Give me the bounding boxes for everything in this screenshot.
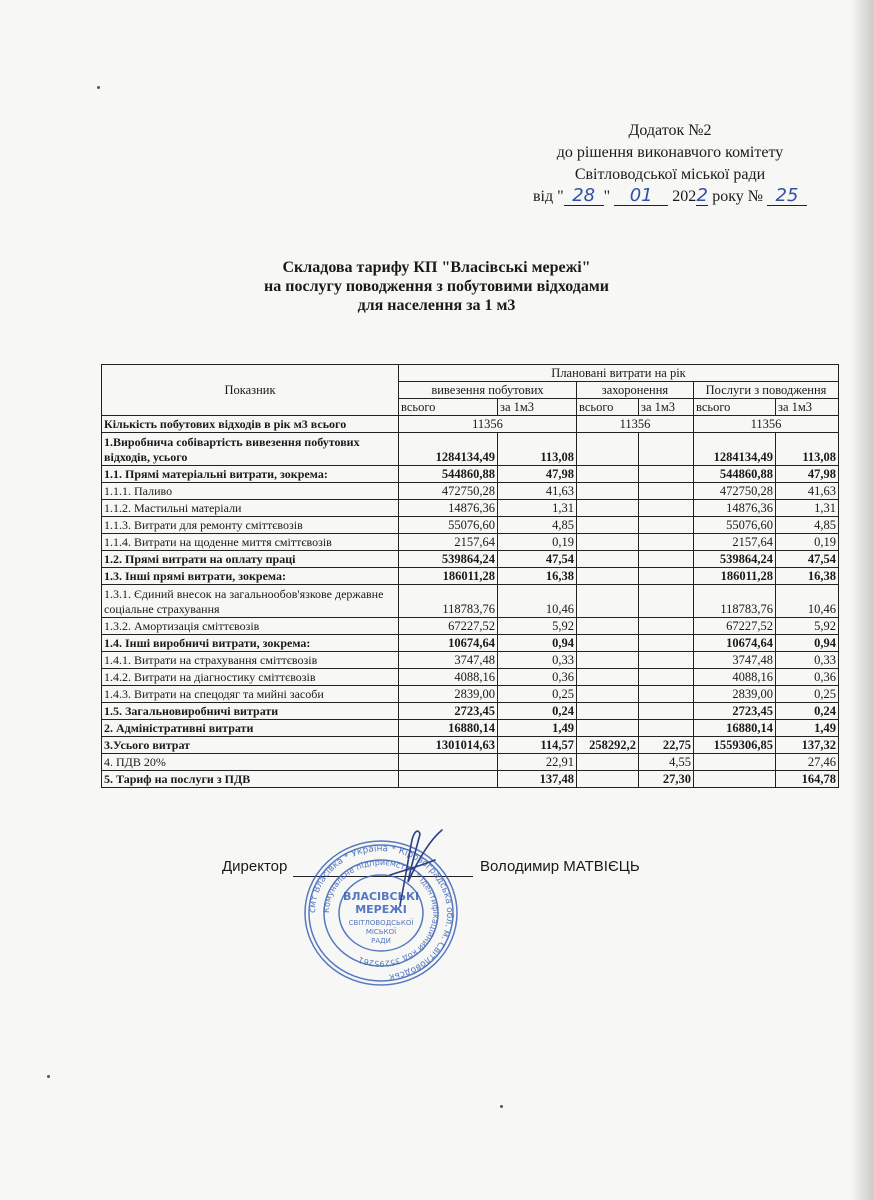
seal-line-3: СВІТЛОВОДСЬКОЇ: [348, 919, 414, 927]
row-label: 1.3. Інші прямі витрати, зокрема:: [102, 568, 399, 585]
appendix-line-3: Світловодської міської ради: [574, 166, 766, 183]
cell-p1: 10,46: [498, 585, 577, 618]
cell-t3: 2839,00: [694, 686, 776, 703]
row-label: 1.5. Загальновиробничі витрати: [102, 703, 399, 720]
cell-t2: [577, 534, 639, 551]
cell-t3: 67227,52: [694, 618, 776, 635]
row-label: 5. Тариф на послуги з ПДВ: [102, 771, 399, 788]
cell-p1: 1,31: [498, 500, 577, 517]
cell-t3: 472750,28: [694, 483, 776, 500]
cell-t3: 1284134,49: [694, 433, 776, 466]
cell-p3: 0,25: [776, 686, 839, 703]
cell-p1: 0,94: [498, 635, 577, 652]
cell-p1: 114,57: [498, 737, 577, 754]
cell-t1: 186011,28: [399, 568, 498, 585]
cell-p1: 16,38: [498, 568, 577, 585]
table-row: [102, 686, 839, 703]
row-label: 1.1.2. Мастильні матеріали: [102, 500, 399, 517]
appendix-date-line: [480, 186, 860, 208]
table-row: [102, 433, 839, 466]
cell-t2: [577, 568, 639, 585]
cell-t3: 3747,48: [694, 652, 776, 669]
table-row: [102, 635, 839, 652]
title-line-3: для населення за 1 м3: [357, 297, 516, 314]
cell-t3: [694, 754, 776, 771]
cell-t2: [577, 585, 639, 618]
cell-t2: [577, 669, 639, 686]
cell-p1: 47,54: [498, 551, 577, 568]
cell-t3: 2157,64: [694, 534, 776, 551]
appendix-line-2: до рішення виконавчого комітету: [556, 144, 784, 161]
cell-p1: 0,36: [498, 669, 577, 686]
row-label: 3.Усього витрат: [102, 737, 399, 754]
cell-p2: [639, 585, 694, 618]
cell-p3: 4,85: [776, 517, 839, 534]
cell-p2: 27,30: [639, 771, 694, 788]
appendix-line-1: Додаток №2: [628, 122, 712, 139]
cell-p3: 16,38: [776, 568, 839, 585]
header-group-collection: вивезення побутових: [399, 382, 577, 399]
row-label: 1.3.2. Амортизація сміттєвозів: [102, 618, 399, 635]
cell-t2: 258292,2: [577, 737, 639, 754]
table-row: [102, 754, 839, 771]
cell-p1: 4,85: [498, 517, 577, 534]
sub-header-per-m3: за 1м3: [639, 399, 694, 416]
cell-p3: 137,32: [776, 737, 839, 754]
cell-p2: [639, 534, 694, 551]
table-row: [102, 500, 839, 517]
sub-header-total: всього: [577, 399, 639, 416]
header-group-burial: захоронення: [577, 382, 694, 399]
cell-t2: [577, 483, 639, 500]
cell-p2: [639, 551, 694, 568]
cell-t1: 118783,76: [399, 585, 498, 618]
table-row: [102, 585, 839, 618]
cell-p2: [639, 669, 694, 686]
cell-t2: [577, 517, 639, 534]
table-row: [102, 534, 839, 551]
cell-p1: 113,08: [498, 433, 577, 466]
cell-p3: 0,33: [776, 652, 839, 669]
cell-t2: [577, 686, 639, 703]
cell-p3: 27,46: [776, 754, 839, 771]
cell-t2: [577, 754, 639, 771]
header-group-services: Послуги з поводження: [694, 382, 839, 399]
cell-t1: 472750,28: [399, 483, 498, 500]
cell-p2: [639, 568, 694, 585]
row-label: 4. ПДВ 20%: [102, 754, 399, 771]
title-line-1: Складова тарифу КП "Власівські мережі": [282, 259, 591, 276]
header-planned: Плановані витрати на рік: [399, 365, 839, 382]
row-label: 1.2. Прямі витрати на оплату праці: [102, 551, 399, 568]
cell-t2: [577, 500, 639, 517]
cell-p3: 113,08: [776, 433, 839, 466]
title-line-2: на послугу поводження з побутовими відходами: [264, 278, 609, 295]
seal-line-4: МІСЬКОЇ: [365, 928, 397, 936]
cell-t3: 118783,76: [694, 585, 776, 618]
cell-p3: 47,54: [776, 551, 839, 568]
cell-p2: [639, 483, 694, 500]
cell-t3: 55076,60: [694, 517, 776, 534]
table-row: [102, 483, 839, 500]
cell-t1: 10674,64: [399, 635, 498, 652]
seal-line-1: ВЛАСІВСЬКІ: [342, 890, 420, 903]
row-label: 1.1.3. Витрати для ремонту сміттєвозів: [102, 517, 399, 534]
table-row: [102, 720, 839, 737]
cell-p3: 47,98: [776, 466, 839, 483]
cell-p3: 0,24: [776, 703, 839, 720]
quantity-value: 11356: [399, 416, 577, 433]
cell-p3: 1,49: [776, 720, 839, 737]
cell-t1: 544860,88: [399, 466, 498, 483]
document-title: [0, 258, 873, 315]
scan-speck: [500, 1105, 503, 1108]
cell-p2: [639, 433, 694, 466]
year-prefix: 202: [672, 188, 697, 205]
cell-p1: 0,33: [498, 652, 577, 669]
cell-p1: 0,19: [498, 534, 577, 551]
row-label: 1.1.1. Паливо: [102, 483, 399, 500]
cell-p2: [639, 466, 694, 483]
cell-t2: [577, 771, 639, 788]
table-row: [102, 517, 839, 534]
date-day: 28: [564, 187, 604, 206]
cell-t1: 2157,64: [399, 534, 498, 551]
row-label: 1.3.1. Єдиний внесок на загальнообов'язкове державне соціальне страхування: [102, 585, 399, 618]
date-month: 01: [614, 187, 668, 206]
cell-t3: 14876,36: [694, 500, 776, 517]
year-digit: 2: [696, 185, 708, 206]
cell-t3: 186011,28: [694, 568, 776, 585]
cell-p2: [639, 703, 694, 720]
table-row: [102, 703, 839, 720]
seal-line-5: РАДИ: [371, 937, 391, 945]
cell-t1: [399, 754, 498, 771]
cell-p2: [639, 720, 694, 737]
seal-ring-inner: Комунальне підприємство * Ідентифікаційний код 35295261: [321, 857, 441, 969]
cell-t1: 3747,48: [399, 652, 498, 669]
table-row: [102, 652, 839, 669]
cell-t1: 55076,60: [399, 517, 498, 534]
row-label: 2. Адміністративні витрати: [102, 720, 399, 737]
scan-speck: [97, 86, 100, 89]
cell-p1: 0,25: [498, 686, 577, 703]
row-label: 1.4.1. Витрати на страхування сміттєвозів: [102, 652, 399, 669]
appendix-block: [480, 120, 860, 208]
cell-t2: [577, 551, 639, 568]
date-prefix: від ": [532, 188, 564, 205]
row-label: 1.4.2. Витрати на діагностику сміттєвозів: [102, 669, 399, 686]
table-row: [102, 737, 839, 754]
cell-p1: 137,48: [498, 771, 577, 788]
cell-t1: 2723,45: [399, 703, 498, 720]
sub-header-total: всього: [694, 399, 776, 416]
row-label: 1.1.4. Витрати на щоденне миття сміттєвозів: [102, 534, 399, 551]
cell-t1: 1301014,63: [399, 737, 498, 754]
cell-t3: 10674,64: [694, 635, 776, 652]
cell-p1: 47,98: [498, 466, 577, 483]
cell-p1: 1,49: [498, 720, 577, 737]
cell-p3: 0,19: [776, 534, 839, 551]
table-row: [102, 771, 839, 788]
row-label: 1.4. Інші виробничі витрати, зокрема:: [102, 635, 399, 652]
decision-number: 25: [767, 187, 807, 206]
cell-t1: 14876,36: [399, 500, 498, 517]
seal-ring-outer: смт Власівка * Україна * Кіровоградська обл. м. Світловодськ: [307, 843, 455, 982]
cell-p3: 0,94: [776, 635, 839, 652]
cell-t2: [577, 433, 639, 466]
cell-t1: 4088,16: [399, 669, 498, 686]
cell-t2: [577, 466, 639, 483]
sub-header-per-m3: за 1м3: [498, 399, 577, 416]
cell-p2: [639, 517, 694, 534]
cell-p3: 1,31: [776, 500, 839, 517]
cell-p2: [639, 635, 694, 652]
cell-t1: [399, 771, 498, 788]
row-label: 1.1. Прямі матеріальні витрати, зокрема:: [102, 466, 399, 483]
quantity-value: 11356: [694, 416, 839, 433]
row-label: 1.4.3. Витрати на спецодяг та мийні засоби: [102, 686, 399, 703]
signature-title: Директор: [222, 858, 288, 875]
quantity-label: Кількість побутових відходів в рік м3 всього: [102, 416, 399, 433]
table-row: [102, 568, 839, 585]
table-row: [102, 551, 839, 568]
cell-p2: 22,75: [639, 737, 694, 754]
cell-t3: 1559306,85: [694, 737, 776, 754]
cell-t1: 16880,14: [399, 720, 498, 737]
tariff-table: [101, 364, 839, 788]
cell-p1: 0,24: [498, 703, 577, 720]
cell-p1: 41,63: [498, 483, 577, 500]
quantity-value: 11356: [577, 416, 694, 433]
cell-t3: [694, 771, 776, 788]
cell-p3: 10,46: [776, 585, 839, 618]
cell-p3: 164,78: [776, 771, 839, 788]
cell-t1: 2839,00: [399, 686, 498, 703]
cell-p3: 5,92: [776, 618, 839, 635]
cell-t3: 4088,16: [694, 669, 776, 686]
cell-p2: [639, 686, 694, 703]
cell-t3: 2723,45: [694, 703, 776, 720]
cell-t3: 544860,88: [694, 466, 776, 483]
scan-speck: [47, 1075, 50, 1078]
cell-t3: 16880,14: [694, 720, 776, 737]
cell-p2: [639, 652, 694, 669]
cell-t1: 539864,24: [399, 551, 498, 568]
cell-t1: 67227,52: [399, 618, 498, 635]
seal-line-2: МЕРЕЖІ: [355, 903, 407, 916]
cell-p2: 4,55: [639, 754, 694, 771]
cell-t1: 1284134,49: [399, 433, 498, 466]
cell-p2: [639, 618, 694, 635]
table-row: [102, 669, 839, 686]
date-quote: ": [603, 188, 611, 205]
table-row: [102, 618, 839, 635]
header-indicator: Показник: [102, 365, 399, 416]
cell-t3: 539864,24: [694, 551, 776, 568]
cell-p1: 5,92: [498, 618, 577, 635]
cell-p3: 0,36: [776, 669, 839, 686]
cell-t2: [577, 635, 639, 652]
director-signature: [360, 820, 450, 910]
sub-header-per-m3: за 1м3: [776, 399, 839, 416]
cell-t2: [577, 618, 639, 635]
signature-name: Володимир МАТВІЄЦЬ: [480, 858, 640, 875]
table-row: [102, 466, 839, 483]
cell-t2: [577, 652, 639, 669]
cell-p2: [639, 500, 694, 517]
cell-t2: [577, 720, 639, 737]
year-suffix: року №: [708, 188, 763, 205]
row-label: 1.Виробнича собівартість вивезення побутових відходів, усього: [102, 433, 399, 466]
cell-p1: 22,91: [498, 754, 577, 771]
cell-t2: [577, 703, 639, 720]
cell-p3: 41,63: [776, 483, 839, 500]
sub-header-total: всього: [399, 399, 498, 416]
